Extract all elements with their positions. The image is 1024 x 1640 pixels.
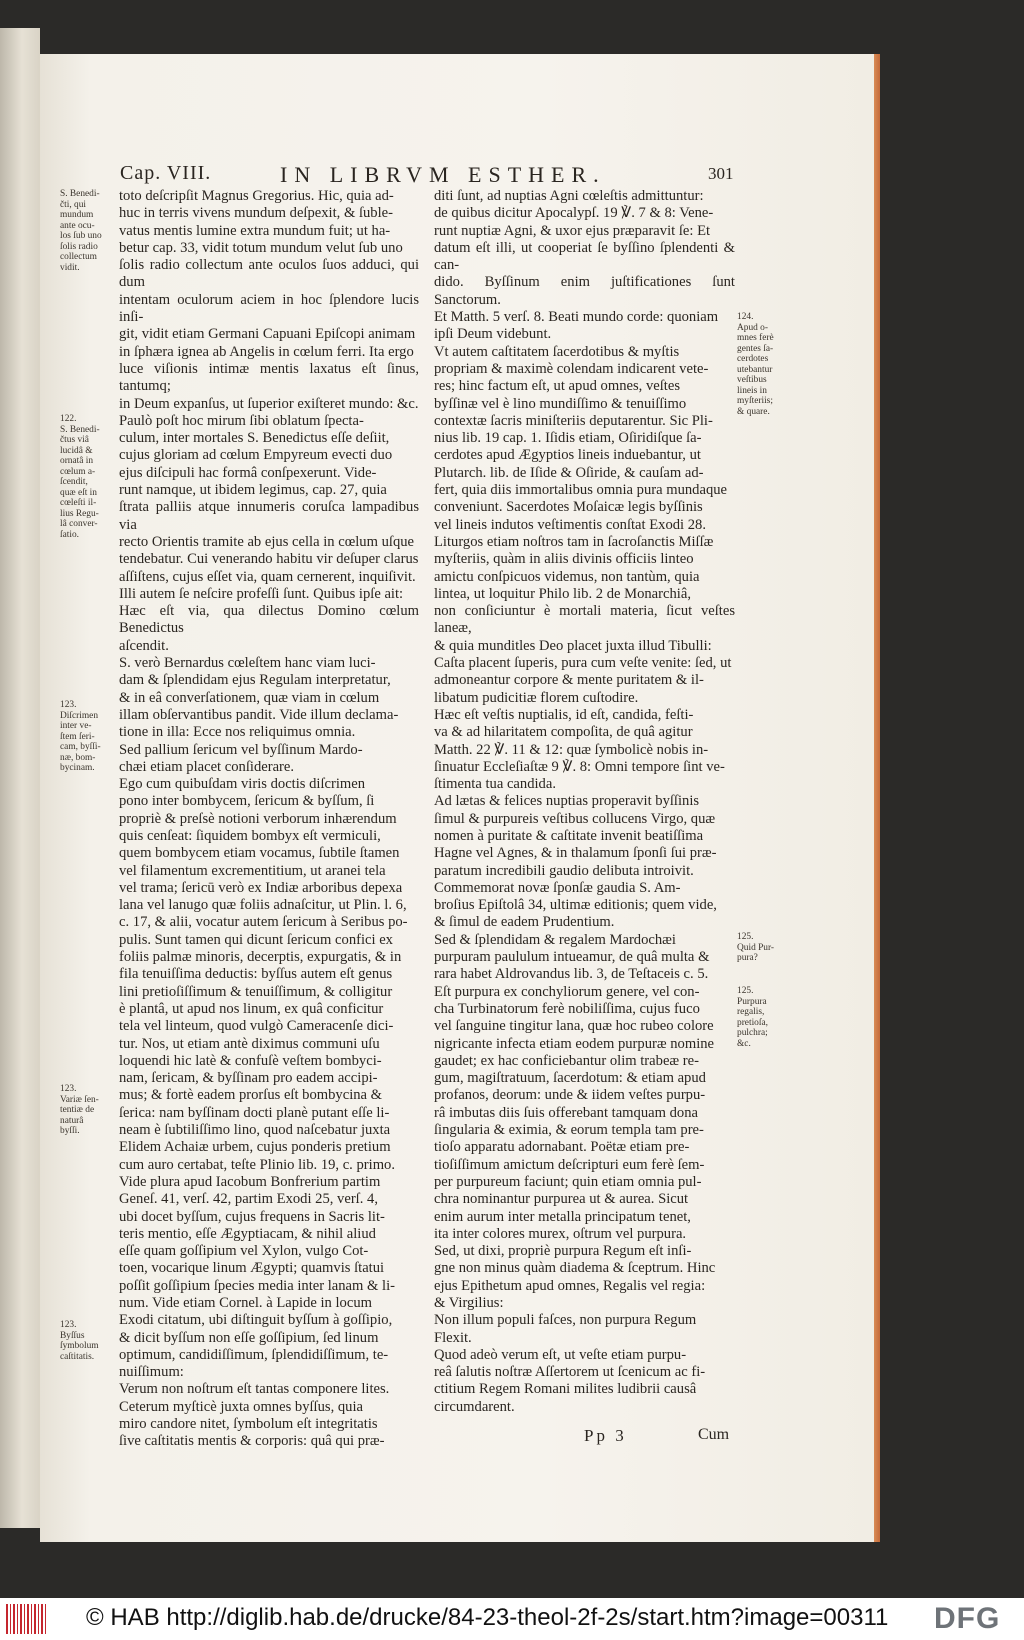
text-line: circumdarent. (434, 1398, 515, 1415)
text-line: paratum incredibili gaudio delibuta introivit. (434, 862, 694, 879)
catchword: Cum (698, 1426, 730, 1443)
text-line: Hæc eſt veſtis nuptialis, id eſt, candida, feſti- (434, 706, 694, 723)
text-line: ejus Epithetum apud omnes, Regalis vel regia: (434, 1277, 706, 1294)
text-line: ſive caſtitatis mentis & corporis: quâ qui præ- (119, 1433, 385, 1450)
margin-note: S. Benedi- čti, qui mundum ante ocu- los ſub uno ſolis radio collectum vidit. (60, 189, 102, 273)
text-line: Vt autem caſtitatem ſacerdotibus & myſtis (434, 343, 680, 360)
text-line: c. 17, & alii, vocatur autem ſericum à Seribus po- (119, 914, 408, 931)
text-line: broſius Epiſtolâ 34, ultimæ editionis; quem vide, (434, 897, 717, 914)
text-line: toen, vocarique linum Ægypti; quamvis ſtatui (119, 1260, 385, 1277)
text-line: ſingularia & eximia, & eorum templa tam pre- (434, 1122, 704, 1139)
text-line: toto deſcripſit Magnus Gregorius. Hic, quia ad- (119, 188, 394, 204)
text-line: & dicit byſſum non eſſe goſſipium, ſed linum (119, 1329, 379, 1346)
text-line: Liturgos etiam noſtros tam in ſacroſanctis Miſſæ (434, 533, 714, 550)
text-line: libatum pudicitiæ florem cuſtodire. (434, 689, 639, 706)
text-line: Hæc eſt via, qua dilectus Domino cœlum Benedictus (119, 603, 419, 637)
text-line: diti ſunt, ad nuptias Agni cœleſtis admittuntur: (434, 188, 704, 204)
margin-note: 125. Purpura regalis, pretioſa, pulchra; &c. (737, 986, 768, 1049)
text-line: eſſe quam goſſipium vel Xylon, vulgo Cot- (119, 1243, 369, 1260)
text-line: luce viſionis intimæ mentis laxatus eſt ſinus, tantumq; (119, 360, 419, 395)
text-line: fila tenuiſſima deductis: byſſus autem eſt genus (119, 966, 393, 983)
text-line: Geneſ. 41, verſ. 42, partim Exodi 25, verſ. 4, (119, 1191, 378, 1208)
text-line: vatus mentis lumine extra mundum fuit; ut ha- (119, 222, 391, 239)
text-line: tur. Nos, ut etiam antè diximus communi uſu (119, 1035, 380, 1052)
text-line: ſolis radio collectum ante oculos ſuos adduci, qui dum (119, 257, 419, 291)
text-line: Ceterum myſticè juxta omnes byſſus, quia (119, 1398, 363, 1415)
chapter-label: Cap. VIII. (120, 162, 212, 184)
adjacent-page-edge (0, 28, 40, 1528)
page-edge (874, 54, 880, 1542)
text-line: Verum non noſtrum eſt tantas componere lites. (119, 1381, 390, 1398)
text-line: Quod adeò verum eſt, ut veſte etiam purpu- (434, 1346, 687, 1363)
text-line: profanos, deorum: unde & iidem veſtes purpu- (434, 1087, 706, 1104)
text-line: poſſit goſſipium ſpecies media inter lanam & li- (119, 1277, 396, 1294)
text-line: tione in illa: Ecce nos reliquimus omnia. (119, 724, 356, 741)
text-line: lini pretioſiſſimum & tenuiſſimum, & colligitur (119, 983, 393, 1000)
text-line: ſimul & purpureis veſtibus collucens Virgo, quæ (434, 810, 716, 827)
text-line: conveniunt. Sacerdotes Moſaicæ legis byſſinis (434, 499, 703, 516)
text-line: git, vidit etiam Germani Capuani Epiſcopi animam (119, 326, 416, 343)
text-line: loquendi hic latè & confuſè veſtem bombyci- (119, 1052, 382, 1069)
text-line: foliis palmæ minoris, decerptis, expurgatis, & in (119, 949, 402, 966)
text-line: myſteriis, quàm in aliis divinis officiis linteo (434, 551, 694, 568)
running-title: IN LIBRVM ESTHER. (280, 162, 606, 187)
text-line: & quia munditles Deo placet juxta illud Tibulli: (434, 637, 712, 654)
text-line: betur cap. 33, vidit totum mundum velut ſub uno (119, 239, 403, 256)
text-line: Hagne vel Agnes, & in thalamum ſponſi ſui præ- (434, 845, 717, 862)
text-line: Vide plura apud Iacobum Bonfrerium partim (119, 1173, 381, 1190)
text-line: quem bombycem etiam vocamus, ſubtile ſtamen (119, 845, 400, 862)
text-line: nam, ſericam, & byſſinam pro eadem accipi- (119, 1070, 378, 1087)
text-line: huc in terris vivens mundum deſpexit, & ſuble- (119, 205, 393, 222)
text-line: teris mentio, eſſe Ægyptiacam, & nihil aliud (119, 1225, 376, 1242)
text-line: nius lib. 19 cap. 1. Iſidis etiam, Oſiridiſque ſa- (434, 430, 702, 447)
text-line: Non illum populi faſces, non purpura Regum (434, 1312, 697, 1329)
copyright-bar (0, 1598, 1024, 1640)
text-line: aſcendit. (119, 637, 169, 654)
text-line: vel lineis indutos veſtimentis conſtat Exodi 28. (434, 516, 706, 533)
text-line: ſtrata palliis atque innumeris coruſca lampadibus via (119, 499, 419, 533)
text-line: lana vel lanugo quæ foliis adnaſcitur, ut Plin. l. 6, (119, 897, 407, 914)
text-line: Caſta placent ſuperis, pura cum veſte venite: ſed, ut (434, 655, 732, 672)
text-line: vel ſanguine tingitur lana, quæ hoc rubeo colore (434, 1018, 714, 1035)
text-line: Sed, ut dixi, propriè purpura Regum eſt inſi- (434, 1243, 692, 1260)
text-line: Sed pallium ſericum vel byſſinum Mardo- (119, 741, 363, 758)
text-line: Sed & ſplendidam & regalem Mardochæi (434, 931, 676, 948)
text-line: cha Turbinatorum ferè nobiliſſima, cujus fuco (434, 1000, 700, 1017)
text-line: vel trama; ſericū verò ex Indiæ arboribus depexa (119, 879, 403, 896)
text-column-left (119, 188, 419, 1451)
text-line: tendebatur. Cui venerando habitu vir deſuper clarus (119, 551, 419, 568)
text-line: purpuram paululum intueamur, de quâ multa & (434, 949, 710, 966)
text-line: ctitium Regem Romani milites ludibrii causâ (434, 1381, 697, 1398)
text-line: reâ ſalutis noſtræ Aſſertorem ut ſcenicum ac fi- (434, 1364, 706, 1381)
text-line: cujus gloriam ad cœlum Empyreum evecti duo (119, 447, 393, 464)
text-line: Matth. 22 ℣. 11 & 12: quæ ſymbolicè nobis in- (434, 741, 709, 758)
text-line: Commemorat novæ ſponſæ gaudia S. Am- (434, 879, 681, 896)
text-line: & Virgilius: (434, 1295, 504, 1311)
text-line: Ego cum quibuſdam viris doctis diſcrimen (119, 776, 366, 793)
text-line: per purpureum faciunt; quin etiam omnia pul- (434, 1173, 702, 1190)
text-line: dido. Byſſinum enim juſtificationes ſunt Sanctorum. (434, 274, 735, 308)
text-column-right (434, 188, 735, 1416)
margin-note: 123. Diſcrimen inter ve- ſtem ſeri- cam, byſſi- næ, bom- bycinam. (60, 700, 101, 773)
text-line: illam obſervantibus pandit. Vide illum declama- (119, 706, 399, 723)
text-line: fert, quia diis immortalibus omnia pura mundaque (434, 482, 728, 499)
text-line: gne non minus quàm diadema & ſceptrum. Hinc (434, 1260, 716, 1277)
text-line: râ imbutas diis ſuis offerebant tamquam dona (434, 1104, 698, 1121)
text-line: Flexit. (434, 1329, 472, 1346)
text-line: quis cenſeat: ſiquidem bombyx eſt vermiculi, (119, 827, 381, 844)
text-line: optimum, candidiſſimum, ſplendidiſſimum, te- (119, 1346, 389, 1363)
book-page (40, 54, 874, 1542)
text-line: tioſiſſimum amictum deſcripturi eum ferè ſem- (434, 1156, 705, 1173)
text-line: Elidem Achaiæ urbem, cujus ponderis pretium (119, 1139, 391, 1156)
text-line: recto Orientis tramite ab ejus cella in cœlum uſque (119, 533, 415, 550)
text-line: & ſimul de eadem Prudentium. (434, 914, 615, 931)
text-line: aſſiſtens, cujus eſſet via, quam cernerent, inquiſivit. (119, 568, 416, 585)
text-line: nigricante infecta etiam eodem purpuræ nomine (434, 1035, 715, 1052)
text-line: ſerica: nam byſſinam docti planè putant eſſe li- (119, 1104, 390, 1121)
text-line: gum, magiſtratuum, ſacerdotum: & etiam apud (434, 1070, 706, 1087)
text-line: mus; & fortè eadem prorſus eſt bombycina & (119, 1087, 383, 1104)
text-line: lintea, ut loquitur Philo lib. 2 de Monarchiâ, (434, 585, 691, 602)
text-line: runt namque, ut ibidem legimus, cap. 27, quia (119, 482, 387, 499)
text-line: Et Matth. 5 verſ. 8. Beati mundo corde: quoniam (434, 309, 719, 326)
text-line: Illi autem ſe neſcire profeſſi ſunt. Quibus ipſe ait: (119, 585, 404, 602)
text-line: runt nuptiæ Agni, & uxor ejus præparavit ſe: Et (434, 222, 711, 239)
text-line: pulis. Sunt tamen qui dicunt ſericum confici ex (119, 931, 393, 948)
text-line: ipſi Deum videbunt. (434, 326, 552, 343)
signature-mark: Pp 3 (584, 1426, 627, 1445)
margin-note: 123. Variæ ſen- tentiæ de naturâ byſſi. (60, 1084, 99, 1136)
text-line: propriè & preſsè notioni verborum inhærendum (119, 810, 397, 827)
text-line: cum auro certabat, teſte Plinio lib. 19, c. primo. (119, 1156, 395, 1173)
text-line: in ſphæra ignea ab Angelis in cœlum ferri. Ita ergo (119, 343, 414, 360)
text-line: de quibus dicitur Apocalypſ. 19 ℣. 7 & 8: Vene- (434, 205, 714, 222)
text-line: pono inter bombycem, ſericum & byſſum, ſi (119, 793, 375, 810)
text-line: cerdotes apud Ægyptios lineis induebantur, ut (434, 447, 701, 464)
margin-note: 124. Apud o- mnes ferè gentes ſa- cerdotes utebantur veſtibus lineis in myſteriis; & quare. (737, 312, 774, 417)
text-line: datum eſt illi, ut cooperiat ſe byſſino ſplendenti & can- (434, 239, 735, 274)
text-line: Eſt purpura ex conchyliorum genere, vel con- (434, 983, 700, 1000)
dfg-logo: DFG (934, 1602, 1001, 1635)
barcode-icon (6, 1604, 48, 1634)
text-line: neam è ſubtiliſſimo lino, quod naſcebatur juxta (119, 1122, 391, 1139)
text-line: nuiſſimum: (119, 1364, 184, 1381)
text-line: ejus diſcipuli hac formâ conſpexerunt. Vide- (119, 464, 377, 481)
text-line: rara habet Aldrovandus lib. 3, de Teſtaceis c. 5. (434, 966, 709, 983)
text-line: admoneantur corpore & mente puritatem & il- (434, 672, 704, 689)
text-line: Plutarch. lib. de Iſide & Oſiride, & cauſam ad- (434, 464, 704, 481)
text-line: amictu conſpicuos videmus, non tantùm, quia (434, 568, 700, 585)
text-line: chra nominantur purpurea ut & aurea. Sicut (434, 1191, 689, 1208)
margin-note: 125. Quid Pur- pura? (737, 932, 775, 963)
page-number: 301 (708, 164, 734, 183)
text-line: Paulò poſt hoc mirum ſibi oblatum ſpecta- (119, 412, 364, 429)
text-line: è plantâ, ut apud nos linum, ex quâ conficitur (119, 1000, 384, 1017)
text-line: tioſo apparatu adornabant. Poëtæ etiam pre- (434, 1139, 690, 1156)
text-line: res; hinc factum eſt, ut apud omnes, veſtes (434, 378, 680, 395)
margin-note: 123. Byſſus ſymbolum caſtitatis. (60, 1320, 99, 1362)
text-line: Exodi citatum, ubi diſtinguit byſſum à goſſipio, (119, 1312, 393, 1329)
text-line: gaudet; ex hac conficiebantur olim trabeæ re- (434, 1052, 700, 1069)
text-line: Ad lætas & felices nuptias properavit byſſinis (434, 793, 700, 810)
text-line: in Deum expanſus, ut ſuperior exiſteret mundo: &c. (119, 395, 419, 412)
text-line: num. Vide etiam Cornel. à Lapide in locum (119, 1295, 372, 1311)
text-line: intentam oculorum aciem in hoc ſplendore lucis inſi- (119, 291, 419, 326)
text-line: non conſiciuntur è mortali materia, ſicut veſtes laneæ, (434, 603, 735, 637)
text-line: S. verò Bernardus cœleſtem hanc viam luci- (119, 655, 376, 672)
text-line: & in eâ converſationem, quæ viam in cœlum (119, 689, 380, 706)
text-line: enim aurum inter metalla principatum tenet, (434, 1208, 691, 1225)
text-line: va & ad hilaritatem compoſita, de quâ agitur (434, 724, 693, 741)
copyright-link[interactable]: © HAB http://diglib.hab.de/drucke/84-23-theol-2f-2s/start.htm?image=00311 (86, 1604, 889, 1631)
text-line: propriam & maximè colendam indicarent vete- (434, 360, 709, 377)
text-line: byſſinæ vel è lino mundiſſimo & tenuiſſimo (434, 395, 687, 412)
text-line: miro candore nitet, ſymbolum eſt integritatis (119, 1416, 378, 1433)
margin-note: 122. S. Benedi- čtus viâ lucidâ & ornatâ in cœlum a- ſcendit, quæ eſt in cœleſti il- lius Regu- lâ conver- ſatio. (60, 414, 100, 540)
text-line: dam & ſplendidam ejus Regulam interpretatur, (119, 672, 391, 689)
text-line: tela vel linteum, quod vulgò Cameracenſe dici- (119, 1018, 394, 1035)
text-line: chæi etiam placet conſiderare. (119, 758, 295, 775)
text-line: culum, inter mortales S. Benedictus eſſe deſiit, (119, 430, 390, 447)
text-line: nomen à puritate & caſtitate invenit beatiſſima (434, 827, 704, 844)
text-line: ubi docet byſſum, cujus frequens in Sacris lit- (119, 1208, 385, 1225)
text-line: vel filamentum excrementitium, ut aranei tela (119, 862, 386, 879)
text-line: contextæ ſacris miniſteriis deputarentur. Sic Pli- (434, 412, 713, 429)
text-line: ita inter colores murex, oſtrum vel purpura. (434, 1225, 687, 1242)
text-line: ſinuatur Eccleſiaſtæ 9 ℣. 8: Omni tempore ſint ve- (434, 758, 725, 775)
text-line: ſtimenta tua candida. (434, 776, 556, 793)
